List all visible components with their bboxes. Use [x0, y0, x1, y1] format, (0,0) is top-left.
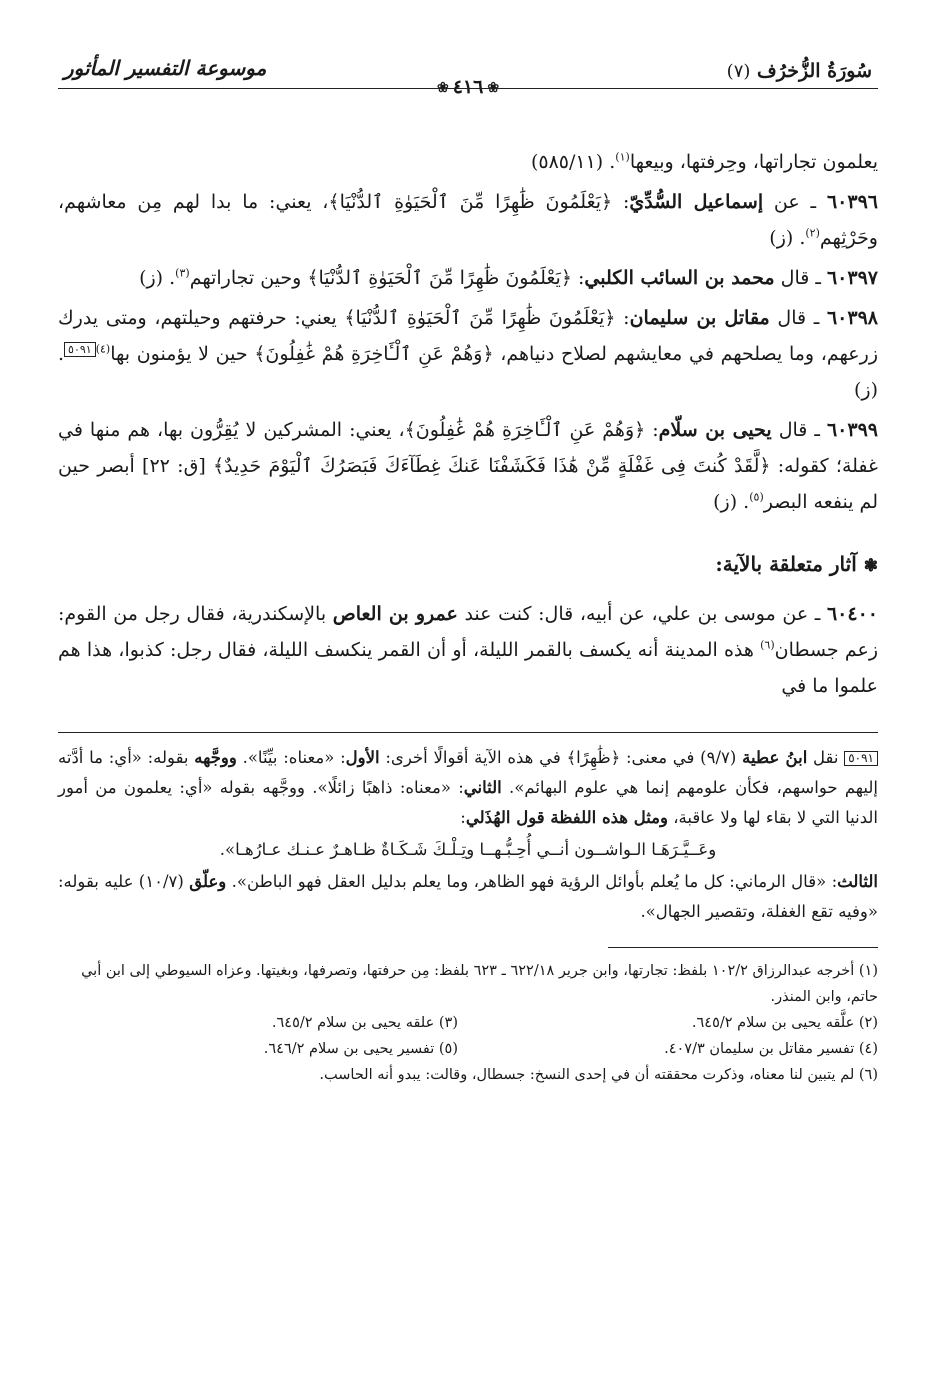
commentary-note [58, 743, 878, 927]
footnote-ref: (٥) [749, 490, 764, 504]
narration-number: ٦٠٣٩٧ [826, 267, 878, 289]
page-number: ٤١٦ [452, 76, 484, 98]
footnote: (١) أخرجه عبدالرزاق ١٠٢/٢ بلفظ: تجارتها، وابن جرير ٦٢٢/١٨ ـ ٦٢٣ بلفظ: مِن حرفتها، وتصرفها، وبغيتها. وعزاه السيوطي إلى ابن أبي حاتم، وابن المنذر. [81, 963, 878, 1005]
footnote-row [58, 1036, 878, 1062]
narrator-name: عمرو بن العاص [332, 603, 458, 625]
flower-icon: ❃ [863, 556, 878, 576]
narrator-name: مقاتل بن سليمان [629, 307, 770, 329]
sura-number: (٧) [726, 61, 751, 82]
narration-number: ٦٠٣٩٦ [826, 191, 878, 213]
narration-number: ٦٠٣٩٩ [826, 419, 878, 441]
footnote-ref: (٤) [95, 342, 111, 356]
footnote-rule [608, 947, 878, 948]
footnote-ref: (١) [615, 150, 630, 164]
narrator-name: محمد بن السائب الكلبي [584, 267, 775, 289]
sura-title: سُورَةُ الزُّخرُف [757, 60, 872, 82]
narration-number: ٦٠٣٩٨ [826, 307, 878, 329]
footnote-row [58, 1010, 878, 1036]
narration-entry: ٦٠٣٩٩ ـ قال يحيى بن سلّام: ﴿وَهُمْ عَنِ ٱلْـَٔاخِرَةِ هُمْ غَٰفِلُونَ﴾، يعني: المشركين لا يُقِرُّون بها، هم منها في غفلة؛ كقوله: ﴿لَّقَدْ كُنتَ فِى غَفْلَةٍ مِّنْ هَٰذَا فَكَشَفْنَا عَنكَ غِطَآءَكَ فَبَصَرُكَ ٱلْيَوْمَ حَدِيدٌ﴾ [ق: ٢٢] أبصر حين لم ينفعه البصر$^{(٥)}$. (ز) [58, 419, 878, 513]
footnote: (٢) علَّقه يحيى بن سلام ٦٤٥/٢. [691, 1015, 878, 1031]
book-title: موسوعة التفسير المأثور [64, 56, 267, 80]
note-ref-box: ٥٠٩١ [64, 342, 96, 357]
footnote: (٦) لم يتبين لنا معناه، وذكرت محققته أن في إحدى النسخ: جسطال، وقالت: يبدو أنه الحاسب. [319, 1067, 878, 1083]
narrator-name: إسماعيل السُّدِّيّ [629, 191, 764, 213]
footnote: (٣) علقه يحيى بن سلام ٦٤٥/٢. [271, 1015, 458, 1031]
footnote-ref: (٢) [805, 226, 820, 240]
narration-entry: ٦٠٣٩٧ ـ قال محمد بن السائب الكلبي: ﴿يَعْلَمُونَ ظَٰهِرًا مِّنَ ٱلْحَيَوٰةِ ٱلدُّنْيَا﴾ وحين تجاراتهم$^{(٣)}$. (ز) [139, 266, 878, 289]
note-ref-box: ٥٠٩١ [844, 751, 878, 766]
footnote-ref: (٣) [175, 266, 190, 280]
main-text [58, 144, 878, 704]
athar-entry: ٦٠٤٠٠ ـ عن موسى بن علي، عن أبيه، قال: كنت عند عمرو بن العاص بالإسكندرية، فقال رجل من القوم: زعم جسطان$^{(٦)}$ هذه المدينة أنه يكسف بالقمر الليلة، أو أن القمر ينكسف الليلة، فقال رجل: كذبوا، هذا هم علموا ما في [58, 603, 878, 697]
note-paragraph: الثالث: «قال الرماني: كل ما يُعلم بأوائل الرؤية فهو الظاهر، وما يعلم بدليل العقل فهو الباطن». وعلّق (١٠/٧) عليه بقوله: «وفيه تقع الغفلة، وتقصير الجهال». [58, 872, 878, 921]
header-rule [58, 88, 878, 89]
footnote-ref: (٦) [760, 638, 775, 652]
poetry-verse: وعَــيَّـرَهَـا الـواشــون أنــي أُحِـبُّـهــا وتِـلْـكَ شَـكَـاةٌ ظـاهـرٌ عـنـك عـارُهـا». [219, 840, 717, 859]
ornament-icon: ❀ [487, 80, 500, 96]
narration-entry: ٦٠٣٩٨ ـ قال مقاتل بن سليمان: ﴿يَعْلَمُونَ ظَٰهِرًا مِّنَ ٱلْحَيَوٰةِ ٱلدُّنْيَا﴾ يعني: حرفتهم وحيلتهم، ومتى يدرك زرعهم، وما يصلحهم في معايشهم لصلاح دنياهم، ﴿وَهُمْ عَنِ ٱلْـَٔاخِرَةِ هُمْ غَٰفِلُونَ﴾ حين لا يؤمنون بها$^{(٤)}$٥٠٩١. (ز) [58, 307, 878, 401]
narration-entry: ٦٠٣٩٦ ـ عن إسماعيل السُّدِّيّ: ﴿يَعْلَمُونَ ظَٰهِرًا مِّنَ ٱلْحَيَوٰةِ ٱلدُّنْيَا﴾، يعني: ما بدا لهم مِن معاشهم، وحَرْثِهم$^{(٢)}$. (ز) [58, 191, 878, 249]
narration-number: ٦٠٤٠٠ [826, 603, 878, 625]
footnotes [58, 958, 878, 1088]
page-header [58, 56, 878, 102]
ornament-icon: ❀ [436, 80, 449, 96]
section-title: ❃ آثار متعلقة بالآية: [715, 552, 878, 576]
page [58, 56, 878, 1346]
intro-line: يعلمون تجاراتها، وحِرفتها، وبيعها$^{(١)}$. (٥٨٥/١١) [530, 150, 878, 173]
narrator-name: يحيى بن سلّام [658, 419, 772, 441]
note-rule [58, 732, 878, 733]
note-paragraph: ٥٠٩١ نقل ابنُ عطية (٩/٧) في معنى: ﴿ظَٰهِرًا﴾ في هذه الآية أقوالًا أخرى: الأول: «معناه: بيِّنًا». ووجَّهه بقوله: «أي: ما أدَّته إليهم حواسهم، فكأن علومهم إنما هي علوم البهائم». الثاني: «معناه: ذاهبًا زائلًا». ووجَّهه بقوله «أي: يعلمون من أمور الدنيا التي لا بقاء لها ولا عاقبة، ومثل هذه اللفظة قول الهُذَلي: [58, 748, 878, 827]
footnote: (٥) تفسير يحيى بن سلام ٦٤٦/٢. [263, 1041, 458, 1057]
footnote: (٤) تفسير مقاتل بن سليمان ٤٠٧/٣. [664, 1041, 878, 1057]
